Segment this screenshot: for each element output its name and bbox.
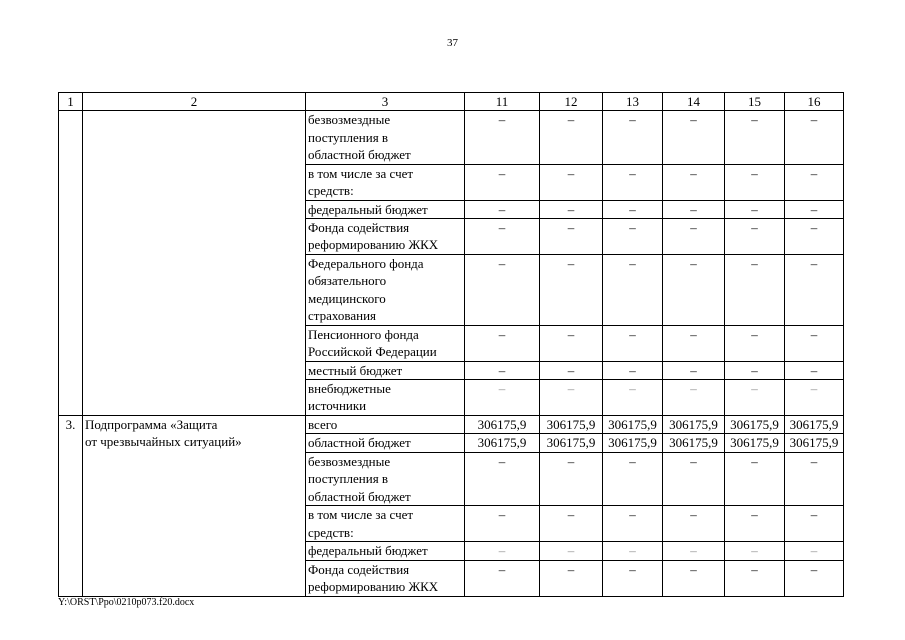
empty-value-cell: – xyxy=(785,325,844,361)
empty-value-cell: – xyxy=(725,380,785,416)
empty-value-cell: – xyxy=(603,219,663,255)
empty-value-cell: – xyxy=(465,164,540,200)
header-cell: 1 xyxy=(59,93,83,111)
funding-source-cell xyxy=(306,416,465,434)
value-cell: 306175,9 xyxy=(603,416,663,434)
file-path-footer: Y:\ORST\Ppo\0210p073.f20.docx xyxy=(58,597,195,608)
page-number: 37 xyxy=(447,37,458,49)
header-cell: 16 xyxy=(785,93,844,111)
empty-value-cell: – xyxy=(465,219,540,255)
empty-value-cell: – xyxy=(785,380,844,416)
value-cell: 306175,9 xyxy=(465,434,540,452)
empty-value-cell: – xyxy=(725,255,785,326)
empty-value-cell: – xyxy=(603,200,663,218)
empty-value-cell: – xyxy=(465,325,540,361)
value-cell: 306175,9 xyxy=(540,416,603,434)
empty-value-cell: – xyxy=(785,560,844,596)
funding-source-line: Фонда содействия xyxy=(308,220,410,236)
empty-value-cell: – xyxy=(663,111,725,164)
value-cell: 306175,9 xyxy=(465,416,540,434)
header-cell: 3 xyxy=(306,93,465,111)
empty-value-cell: – xyxy=(540,200,603,218)
empty-value-cell: – xyxy=(465,506,540,542)
empty-value-cell: – xyxy=(785,542,844,560)
value-cell: 306175,9 xyxy=(540,434,603,452)
empty-value-cell: – xyxy=(663,542,725,560)
empty-value-cell: – xyxy=(540,164,603,200)
empty-value-cell: – xyxy=(465,560,540,596)
empty-value-cell: – xyxy=(603,255,663,326)
funding-source-line: в том числе за счет xyxy=(308,165,414,181)
funding-source-line: федеральный бюджет xyxy=(308,543,428,559)
funding-source-line: Фонда содействия xyxy=(308,561,410,577)
empty-value-cell: – xyxy=(540,219,603,255)
value-cell: 306175,9 xyxy=(603,434,663,452)
empty-value-cell: – xyxy=(603,452,663,505)
value-cell: 306175,9 xyxy=(725,434,785,452)
table-header-row xyxy=(59,93,844,111)
empty-value-cell: – xyxy=(540,542,603,560)
empty-value-cell: – xyxy=(663,219,725,255)
empty-value-cell: – xyxy=(663,255,725,326)
empty-value-cell: – xyxy=(725,164,785,200)
funding-source-line: всего xyxy=(308,417,338,433)
empty-value-cell: – xyxy=(465,380,540,416)
budget-table xyxy=(58,92,844,597)
header-cell: 2 xyxy=(83,93,306,111)
empty-value-cell: – xyxy=(663,325,725,361)
value-cell: 306175,9 xyxy=(785,434,844,452)
program-cell xyxy=(83,111,306,416)
empty-value-cell: – xyxy=(785,111,844,164)
header-cell: 15 xyxy=(725,93,785,111)
value-cell: 306175,9 xyxy=(785,416,844,434)
funding-source-line: медицинского xyxy=(308,290,386,306)
empty-value-cell: – xyxy=(465,200,540,218)
funding-source-line: федеральный бюджет xyxy=(308,201,428,217)
empty-value-cell: – xyxy=(603,506,663,542)
empty-value-cell: – xyxy=(725,560,785,596)
empty-value-cell: – xyxy=(540,255,603,326)
funding-source-line: поступления в xyxy=(308,471,389,487)
empty-value-cell: – xyxy=(785,361,844,379)
empty-value-cell: – xyxy=(785,164,844,200)
funding-source-line: реформированию ЖКХ xyxy=(308,237,439,253)
funding-source-line: местный бюджет xyxy=(308,362,403,378)
empty-value-cell: – xyxy=(725,200,785,218)
funding-source-cell xyxy=(306,361,465,379)
value-cell: 306175,9 xyxy=(663,416,725,434)
funding-source-cell xyxy=(306,164,465,200)
funding-source-line: источники xyxy=(308,398,367,414)
empty-value-cell: – xyxy=(465,542,540,560)
value-cell: 306175,9 xyxy=(663,434,725,452)
funding-source-line: средств: xyxy=(308,183,354,199)
empty-value-cell: – xyxy=(725,361,785,379)
funding-source-line: Российской Федерации xyxy=(308,344,437,360)
funding-source-line: Пенсионного фонда xyxy=(308,326,419,342)
funding-source-line: в том числе за счет xyxy=(308,507,414,523)
empty-value-cell: – xyxy=(663,200,725,218)
empty-value-cell: – xyxy=(465,111,540,164)
funding-source-cell xyxy=(306,325,465,361)
table-row xyxy=(59,111,844,164)
empty-value-cell: – xyxy=(725,452,785,505)
empty-value-cell: – xyxy=(465,255,540,326)
empty-value-cell: – xyxy=(603,542,663,560)
empty-value-cell: – xyxy=(663,164,725,200)
empty-value-cell: – xyxy=(540,361,603,379)
empty-value-cell: – xyxy=(603,111,663,164)
funding-source-line: Федерального фонда xyxy=(308,256,424,272)
header-cell: 14 xyxy=(663,93,725,111)
funding-source-cell xyxy=(306,542,465,560)
funding-source-line: безвозмездные xyxy=(308,112,391,128)
empty-value-cell: – xyxy=(540,452,603,505)
empty-value-cell: – xyxy=(785,200,844,218)
program-name-line: Подпрограмма «Защита xyxy=(85,417,218,433)
empty-value-cell: – xyxy=(785,219,844,255)
empty-value-cell: – xyxy=(603,380,663,416)
funding-source-cell xyxy=(306,255,465,326)
empty-value-cell: – xyxy=(540,380,603,416)
empty-value-cell: – xyxy=(785,506,844,542)
empty-value-cell: – xyxy=(725,111,785,164)
empty-value-cell: – xyxy=(540,560,603,596)
table-row xyxy=(59,416,844,434)
value-cell: 306175,9 xyxy=(725,416,785,434)
header-cell: 12 xyxy=(540,93,603,111)
funding-source-line: областной бюджет xyxy=(308,435,411,451)
funding-source-line: внебюджетные xyxy=(308,381,391,397)
row-number-cell: 3. xyxy=(59,416,83,596)
empty-value-cell: – xyxy=(725,325,785,361)
empty-value-cell: – xyxy=(540,506,603,542)
funding-source-line: областной бюджет xyxy=(308,488,411,504)
header-cell: 13 xyxy=(603,93,663,111)
funding-source-cell xyxy=(306,434,465,452)
funding-source-line: безвозмездные xyxy=(308,453,391,469)
funding-source-cell xyxy=(306,380,465,416)
empty-value-cell: – xyxy=(603,361,663,379)
empty-value-cell: – xyxy=(663,380,725,416)
empty-value-cell: – xyxy=(725,219,785,255)
funding-source-cell xyxy=(306,111,465,164)
empty-value-cell: – xyxy=(785,255,844,326)
funding-source-cell xyxy=(306,219,465,255)
empty-value-cell: – xyxy=(540,325,603,361)
funding-source-cell xyxy=(306,506,465,542)
empty-value-cell: – xyxy=(603,325,663,361)
program-name-line: от чрезвычайных ситуаций» xyxy=(85,434,242,450)
funding-source-line: областной бюджет xyxy=(308,147,411,163)
empty-value-cell: – xyxy=(465,361,540,379)
empty-value-cell: – xyxy=(663,452,725,505)
funding-source-cell xyxy=(306,560,465,596)
empty-value-cell: – xyxy=(663,361,725,379)
empty-value-cell: – xyxy=(540,111,603,164)
empty-value-cell: – xyxy=(725,542,785,560)
funding-source-line: страхования xyxy=(308,308,377,324)
row-number-cell xyxy=(59,111,83,416)
funding-source-cell xyxy=(306,200,465,218)
funding-source-line: средств: xyxy=(308,524,354,540)
funding-source-line: реформированию ЖКХ xyxy=(308,578,439,594)
program-cell xyxy=(83,416,306,596)
empty-value-cell: – xyxy=(603,560,663,596)
empty-value-cell: – xyxy=(465,452,540,505)
empty-value-cell: – xyxy=(663,560,725,596)
empty-value-cell: – xyxy=(603,164,663,200)
empty-value-cell: – xyxy=(663,506,725,542)
funding-source-line: поступления в xyxy=(308,129,389,145)
header-cell: 11 xyxy=(465,93,540,111)
empty-value-cell: – xyxy=(785,452,844,505)
funding-source-cell xyxy=(306,452,465,505)
funding-source-line: обязательного xyxy=(308,273,387,289)
empty-value-cell: – xyxy=(725,506,785,542)
